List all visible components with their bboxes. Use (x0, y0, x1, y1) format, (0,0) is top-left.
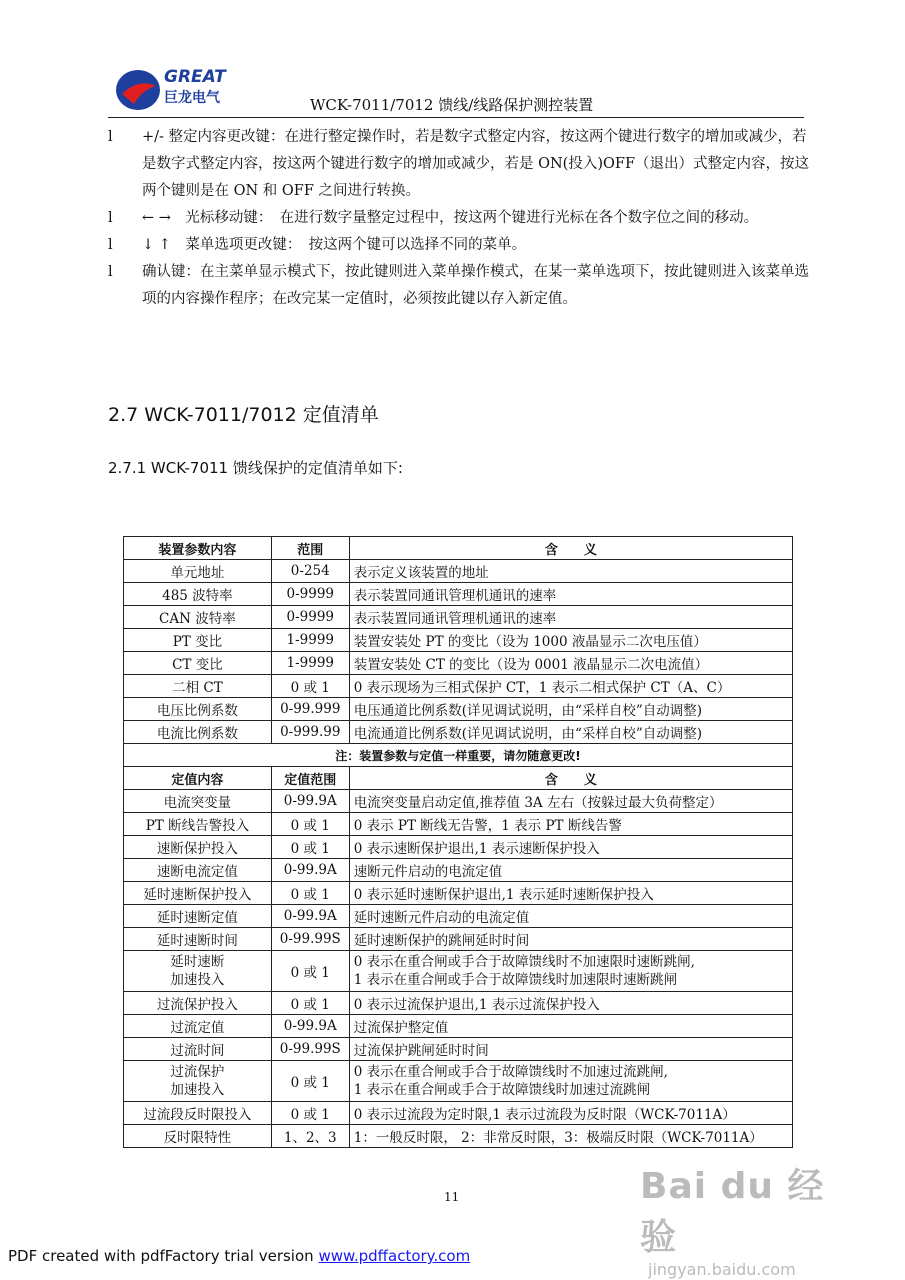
table-cell: CT 变比 (124, 652, 272, 675)
table-cell: 0-254 (271, 560, 349, 583)
table-cell: 0 表示在重合闸或手合于故障馈线时不加速过流跳闸, 1 表示在重合闸或手合于故障馈线时加速过流跳闸 (349, 1061, 792, 1102)
table-cell: 0 表示现场为三相式保护 CT，1 表示二相式保护 CT（A、C） (349, 675, 792, 698)
table-cell: 速断电流定值 (124, 859, 272, 882)
baidu-watermark (640, 1158, 850, 1279)
table-cell: 速断保护投入 (124, 836, 272, 859)
column-header: 含 义 (349, 767, 792, 790)
table-row (124, 583, 793, 606)
table-cell: 1：一般反时限， 2：非常反时限，3：极端反时限（WCK-7011A） (349, 1125, 792, 1148)
table-note-row (124, 744, 793, 767)
table-row (124, 606, 793, 629)
table-row (124, 790, 793, 813)
page-header (0, 0, 905, 120)
table-cell: 延时速断时间 (124, 928, 272, 951)
list-item (108, 232, 813, 259)
bullet-mark: l (108, 237, 113, 253)
table-header-row (124, 537, 793, 560)
table-cell: 0 表示过流段为定时限,1 表示过流段为反时限（WCK-7011A） (349, 1102, 792, 1125)
table-cell: 反时限特性 (124, 1125, 272, 1148)
table-row (124, 859, 793, 882)
table-cell: 1-9999 (271, 629, 349, 652)
table-cell: 装置安装处 PT 的变比（设为 1000 液晶显示二次电压值） (349, 629, 792, 652)
column-header: 定值范围 (271, 767, 349, 790)
bullet-mark: l (108, 210, 113, 226)
list-item (108, 205, 813, 232)
table-cell: 1-9999 (271, 652, 349, 675)
header-title: WCK-7011/7012 馈线/线路保护测控装置 (310, 96, 594, 114)
table-cell: 0 或 1 (271, 992, 349, 1015)
table-cell: 过流定值 (124, 1015, 272, 1038)
list-item-text: ↓ ↑ 菜单选项更改键： 按这两个键可以选择不同的菜单。 (142, 237, 527, 253)
table-row (124, 1015, 793, 1038)
bullet-mark: l (108, 264, 113, 280)
table-cell: 过流保护 加速投入 (124, 1061, 272, 1102)
table-row (124, 1125, 793, 1148)
table-cell: CAN 波特率 (124, 606, 272, 629)
table-cell: 延时速断元件启动的电流定值 (349, 905, 792, 928)
table-cell: 延时速断定值 (124, 905, 272, 928)
table-cell: 单元地址 (124, 560, 272, 583)
column-header: 范围 (271, 537, 349, 560)
column-header: 装置参数内容 (124, 537, 272, 560)
table-cell: 0 表示速断保护退出,1 表示速断保护投入 (349, 836, 792, 859)
table-cell: 电流突变量启动定值,推荐值 3A 左右（按躲过最大负荷整定） (349, 790, 792, 813)
table-cell: 0-99.9A (271, 1015, 349, 1038)
table-cell: 0-9999 (271, 606, 349, 629)
table-cell: 速断元件启动的电流定值 (349, 859, 792, 882)
table-cell: 0 或 1 (271, 1102, 349, 1125)
table-row (124, 813, 793, 836)
table-cell: PT 变比 (124, 629, 272, 652)
section-title: 2.7 WCK-7011/7012 定值清单 (108, 404, 379, 426)
table-header-row (124, 767, 793, 790)
table-row (124, 698, 793, 721)
table-cell: 0 或 1 (271, 836, 349, 859)
table-cell: 0-99.9A (271, 859, 349, 882)
table-cell: 0-99.999 (271, 698, 349, 721)
table-row (124, 905, 793, 928)
table-cell: 0 表示 PT 断线无告警，1 表示 PT 断线告警 (349, 813, 792, 836)
table-cell: 0 或 1 (271, 1061, 349, 1102)
table-row (124, 882, 793, 905)
great-logo (112, 60, 242, 116)
pdf-footer (8, 1247, 470, 1265)
table-cell: PT 断线告警投入 (124, 813, 272, 836)
table-cell: 0-99.9A (271, 905, 349, 928)
settings-table (123, 536, 793, 1148)
column-header: 含 义 (349, 537, 792, 560)
table-cell: 电流比例系数 (124, 721, 272, 744)
table-row (124, 951, 793, 992)
table-cell: 电流突变量 (124, 790, 272, 813)
table-row (124, 675, 793, 698)
list-item (108, 259, 813, 313)
table-cell: 延时速断保护的跳闸延时时间 (349, 928, 792, 951)
table-cell: 过流时间 (124, 1038, 272, 1061)
table-cell: 电流通道比例系数(详见调试说明，由“采样自校”自动调整) (349, 721, 792, 744)
footer-text: PDF created with pdfFactory trial version (8, 1247, 319, 1265)
table-cell: 0 或 1 (271, 951, 349, 992)
table-cell: 过流段反时限投入 (124, 1102, 272, 1125)
list-item-text: +/- 整定内容更改键：在进行整定操作时，若是数字式整定内容，按这两个键进行数字的增加或减少，若是数字式整定内容，按这两个键进行数字的增加或减少，若是 ON(投入)OFF（退出）式整定内容，按这两个键则是在 ON 和 OFF 之间进行转换。 (142, 129, 810, 199)
table-cell: 485 波特率 (124, 583, 272, 606)
column-header: 定值内容 (124, 767, 272, 790)
table-row (124, 560, 793, 583)
subsection-title: 2.7.1 WCK-7011 馈线保护的定值清单如下: (108, 459, 403, 477)
table-row (124, 629, 793, 652)
table-row (124, 1061, 793, 1102)
table-cell: 0-99.9A (271, 790, 349, 813)
table-cell: 0 表示过流保护退出,1 表示过流保护投入 (349, 992, 792, 1015)
table-cell: 电压通道比例系数(详见调试说明，由“采样自校”自动调整) (349, 698, 792, 721)
table-note: 注：装置参数与定值一样重要，请勿随意更改! (124, 744, 793, 767)
list-item-text: 确认键：在主菜单显示模式下，按此键则进入菜单操作模式，在某一菜单选项下，按此键则进入该菜单选项的内容操作程序；在改完某一定值时，必须按此键以存入新定值。 (142, 264, 809, 307)
table-cell: 0-99.99S (271, 1038, 349, 1061)
table-row (124, 992, 793, 1015)
table-cell: 表示装置同通讯管理机通讯的速率 (349, 583, 792, 606)
table-row (124, 928, 793, 951)
table-cell: 0-9999 (271, 583, 349, 606)
table-cell: 表示装置同通讯管理机通讯的速率 (349, 606, 792, 629)
table-cell: 表示定义该装置的地址 (349, 560, 792, 583)
list-item-text: ← → 光标移动键： 在进行数字量整定过程中，按这两个键进行光标在各个数字位之间的移动。 (142, 210, 759, 226)
table-cell: 1、2、3 (271, 1125, 349, 1148)
table-cell: 0 或 1 (271, 813, 349, 836)
watermark-sub: jingyan.baidu.com (648, 1260, 796, 1279)
table-cell: 过流保护投入 (124, 992, 272, 1015)
logo-subtext: 巨龙电气 (164, 90, 220, 106)
table-cell: 装置安装处 CT 的变比（设为 0001 液晶显示二次电流值） (349, 652, 792, 675)
header-rule (108, 117, 804, 118)
table-cell: 二相 CT (124, 675, 272, 698)
table-cell: 0 表示延时速断保护退出,1 表示延时速断保护投入 (349, 882, 792, 905)
key-description-list (108, 124, 813, 313)
table-cell: 0-99.99S (271, 928, 349, 951)
page-number: 11 (444, 1190, 460, 1204)
table-cell: 电压比例系数 (124, 698, 272, 721)
table-cell: 0-999.99 (271, 721, 349, 744)
pdffactory-link[interactable]: www.pdffactory.com (318, 1247, 471, 1265)
table-cell: 0 或 1 (271, 882, 349, 905)
table-cell: 延时速断 加速投入 (124, 951, 272, 992)
table-cell: 0 或 1 (271, 675, 349, 698)
watermark-main: Bai du 经验 (640, 1166, 825, 1258)
table-cell: 过流保护整定值 (349, 1015, 792, 1038)
table-cell: 过流保护跳闸延时时间 (349, 1038, 792, 1061)
table-row (124, 836, 793, 859)
list-item (108, 124, 813, 205)
bullet-mark: l (108, 129, 113, 145)
table-row (124, 721, 793, 744)
table-row (124, 1038, 793, 1061)
table-cell: 0 表示在重合闸或手合于故障馈线时不加速限时速断跳闸, 1 表示在重合闸或手合于故障馈线时加速限时速断跳闸 (349, 951, 792, 992)
table-row (124, 652, 793, 675)
table-row (124, 1102, 793, 1125)
logo-text: GREAT (164, 67, 226, 87)
table-cell: 延时速断保护投入 (124, 882, 272, 905)
